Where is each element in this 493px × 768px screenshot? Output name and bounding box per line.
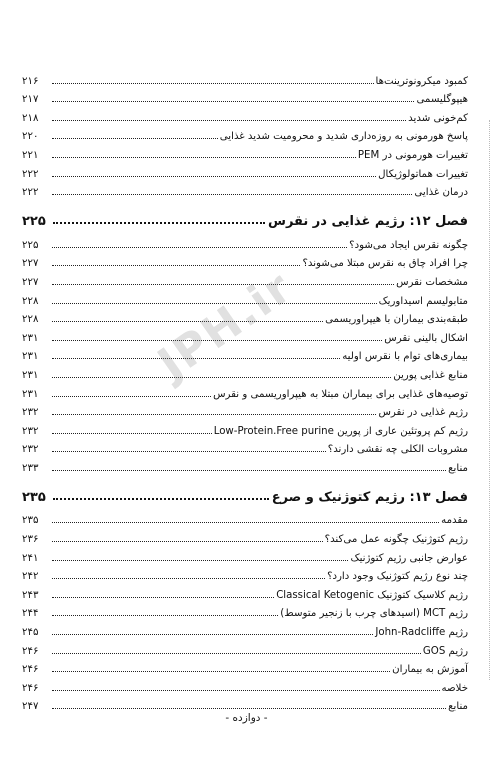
toc-entry xyxy=(22,456,468,475)
toc-entry-title: متابولیسم اسیداوریک xyxy=(378,295,468,307)
toc-entry-page-number: ۲۳۶ xyxy=(22,534,39,546)
toc-entry-title: رژیم MCT (اسیدهای چرب با زنجیر متوسط) xyxy=(280,608,468,620)
toc-entry-title: مشخصات نقرس xyxy=(396,276,468,288)
toc-entry-page-number: ۲۳۱ xyxy=(22,351,39,363)
toc-entry xyxy=(22,695,468,714)
dot-leader xyxy=(52,83,374,84)
toc-entry xyxy=(22,345,468,364)
dot-leader xyxy=(52,541,323,542)
toc-entry-page-number: ۲۲۲ xyxy=(22,187,39,199)
dot-leader xyxy=(52,597,274,598)
watermark: JPH.ir xyxy=(149,261,302,390)
toc-entry-title: بیماری‌های توام با نقرس اولیه xyxy=(342,351,468,363)
toc-entry xyxy=(22,565,468,584)
toc-entry-page-number: ۲۲۸ xyxy=(22,314,39,326)
toc-entry xyxy=(22,181,468,200)
table-of-contents xyxy=(22,69,468,713)
dot-leader xyxy=(52,176,376,177)
toc-entry-title: توصیه‌های غذایی برای بیماران مبتلا به هیپراوریسمی و نقرس xyxy=(213,388,468,400)
toc-entry xyxy=(22,658,468,677)
toc-entry-page-number: ۲۴۶ xyxy=(22,682,39,694)
dot-leader xyxy=(52,653,421,654)
chapter-title: فصل ۱۳: رژیم کتوژنیک و صرع xyxy=(271,489,468,505)
toc-entry-title: منابع xyxy=(448,701,468,713)
dot-leader xyxy=(52,265,300,266)
toc-entry-title: رژیم John-Radcliffe xyxy=(375,627,468,639)
toc-entry-page-number: ۲۳۲ xyxy=(22,407,39,419)
toc-entry xyxy=(22,233,468,252)
dot-leader xyxy=(52,157,356,158)
toc-entry-page-number: ۲۴۳ xyxy=(22,589,39,601)
page-footer: - دوازده - xyxy=(225,712,268,724)
toc-entry-title: منابع غذایی پورین xyxy=(393,369,468,381)
toc-entry-title: رژیم کتوژنیک چگونه عمل می‌کند؟ xyxy=(324,534,468,546)
toc-entry-page-number: ۲۲۱ xyxy=(22,149,39,161)
toc-entry-title: کم‌خونی شدید xyxy=(408,112,468,124)
toc-entry-title: چگونه نقرس ایجاد می‌شود؟ xyxy=(349,239,468,251)
toc-entry-title: اشکال بالینی نقرس xyxy=(384,332,468,344)
dot-leader xyxy=(52,522,439,523)
toc-entry-title: خلاصه xyxy=(441,682,468,694)
dot-leader xyxy=(52,120,406,121)
toc-entry xyxy=(22,639,468,658)
chapter-page-number: ۲۳۵ xyxy=(22,489,46,505)
toc-entry xyxy=(22,602,468,621)
toc-entry xyxy=(22,509,468,528)
toc-entry-page-number: ۲۲۸ xyxy=(22,295,39,307)
chapter-heading xyxy=(22,483,468,505)
toc-entry xyxy=(22,419,468,438)
toc-entry xyxy=(22,583,468,602)
dot-leader xyxy=(52,433,212,434)
toc-entry-title: تغییرات هماتولوژیکال xyxy=(378,168,468,180)
chapter-title: فصل ۱۲: رژیم غذایی در نقرس xyxy=(268,214,468,230)
dot-leader xyxy=(52,194,412,195)
toc-entry xyxy=(22,252,468,271)
toc-entry-title: رژیم کم پروتئین عاری از پورین Low-Protein.Free purine xyxy=(213,425,468,437)
toc-entry-page-number: ۲۲۵ xyxy=(22,239,39,251)
dot-leader xyxy=(52,615,278,616)
toc-entry-page-number: ۲۱۶ xyxy=(22,75,39,87)
toc-entry-title: درمان غذایی xyxy=(414,187,468,199)
toc-entry xyxy=(22,162,468,181)
dot-leader xyxy=(52,451,326,452)
dot-leader xyxy=(53,222,265,224)
toc-entry xyxy=(22,620,468,639)
toc-entry xyxy=(22,69,468,88)
dot-leader xyxy=(52,578,325,579)
dot-leader xyxy=(52,138,218,139)
page-edge-line xyxy=(489,120,490,680)
toc-entry-page-number: ۲۴۴ xyxy=(22,608,39,620)
dot-leader xyxy=(52,284,394,285)
toc-entry xyxy=(22,546,468,565)
toc-entry-page-number: ۲۳۳ xyxy=(22,462,39,474)
dot-leader xyxy=(52,634,373,635)
toc-entry-title: چرا افراد چاق به نقرس مبتلا می‌شوند؟ xyxy=(302,258,468,270)
toc-entry-title: رژیم غذایی در نقرس xyxy=(378,407,468,419)
toc-entry xyxy=(22,125,468,144)
toc-entry-title: طبقه‌بندی بیماران با هیپراوریسمی xyxy=(325,314,468,326)
toc-entry xyxy=(22,106,468,125)
toc-entry-page-number: ۲۴۵ xyxy=(22,627,39,639)
toc-entry xyxy=(22,88,468,107)
toc-entry-page-number: ۲۲۲ xyxy=(22,168,39,180)
toc-entry-page-number: ۲۳۲ xyxy=(22,425,39,437)
toc-entry-title: مقدمه xyxy=(441,515,468,527)
toc-entry-page-number: ۲۴۱ xyxy=(22,552,39,564)
toc-entry-title: منابع xyxy=(448,462,468,474)
toc-entry xyxy=(22,382,468,401)
dot-leader xyxy=(52,470,446,471)
toc-entry-page-number: ۲۳۱ xyxy=(22,332,39,344)
dot-leader xyxy=(52,671,390,672)
dot-leader xyxy=(52,247,347,248)
chapter-heading xyxy=(22,207,468,229)
chapter-page-number: ۲۲۵ xyxy=(22,214,46,230)
toc-entry xyxy=(22,401,468,420)
dot-leader xyxy=(52,690,440,691)
toc-entry-title: عوارض جانبی رژیم کتوژنیک xyxy=(350,552,468,564)
dot-leader xyxy=(52,396,211,397)
toc-entry-page-number: ۲۲۷ xyxy=(22,276,39,288)
toc-entry-title: تغییرات هورمونی در PEM xyxy=(357,149,468,161)
toc-entry-page-number: ۲۴۶ xyxy=(22,645,39,657)
toc-entry-title: چند نوع رژیم کتوژنیک وجود دارد؟ xyxy=(327,571,468,583)
toc-entry-page-number: ۲۳۱ xyxy=(22,388,39,400)
toc-entry-page-number: ۲۲۰ xyxy=(22,131,39,143)
toc-entry-title: مشروبات الکلی چه نقشی دارند؟ xyxy=(327,444,468,456)
dot-leader xyxy=(53,498,269,500)
toc-entry-page-number: ۲۴۲ xyxy=(22,571,39,583)
dot-leader xyxy=(52,377,391,378)
toc-entry-title: آموزش به بیماران xyxy=(392,664,468,676)
toc-entry-page-number: ۲۳۱ xyxy=(22,369,39,381)
toc-entry-title: رژیم کلاسیک کتوژنیک Classical Ketogenic xyxy=(276,589,468,601)
toc-entry-title: کمبود میکرونوترینت‌ها xyxy=(375,75,468,87)
toc-entry-page-number: ۲۳۵ xyxy=(22,515,39,527)
toc-entry-page-number: ۲۱۸ xyxy=(22,112,39,124)
dot-leader xyxy=(52,414,376,415)
toc-entry-title: رژیم GOS xyxy=(422,645,468,657)
toc-entry-page-number: ۲۴۷ xyxy=(22,701,39,713)
dot-leader xyxy=(52,560,348,561)
dot-leader xyxy=(52,101,414,102)
toc-entry xyxy=(22,676,468,695)
toc-entry xyxy=(22,527,468,546)
toc-entry xyxy=(22,438,468,457)
toc-entry xyxy=(22,363,468,382)
dot-leader xyxy=(52,708,446,709)
toc-entry-page-number: ۲۳۲ xyxy=(22,444,39,456)
toc-entry-title: هیپوگلیسمی xyxy=(416,94,468,106)
toc-entry-page-number: ۲۱۷ xyxy=(22,94,39,106)
toc-entry xyxy=(22,143,468,162)
toc-entry-title: پاسخ هورمونی به روزه‌داری شدید و محرومیت شدید غذایی xyxy=(219,131,468,143)
toc-entry-page-number: ۲۲۷ xyxy=(22,258,39,270)
toc-entry-page-number: ۲۴۶ xyxy=(22,664,39,676)
